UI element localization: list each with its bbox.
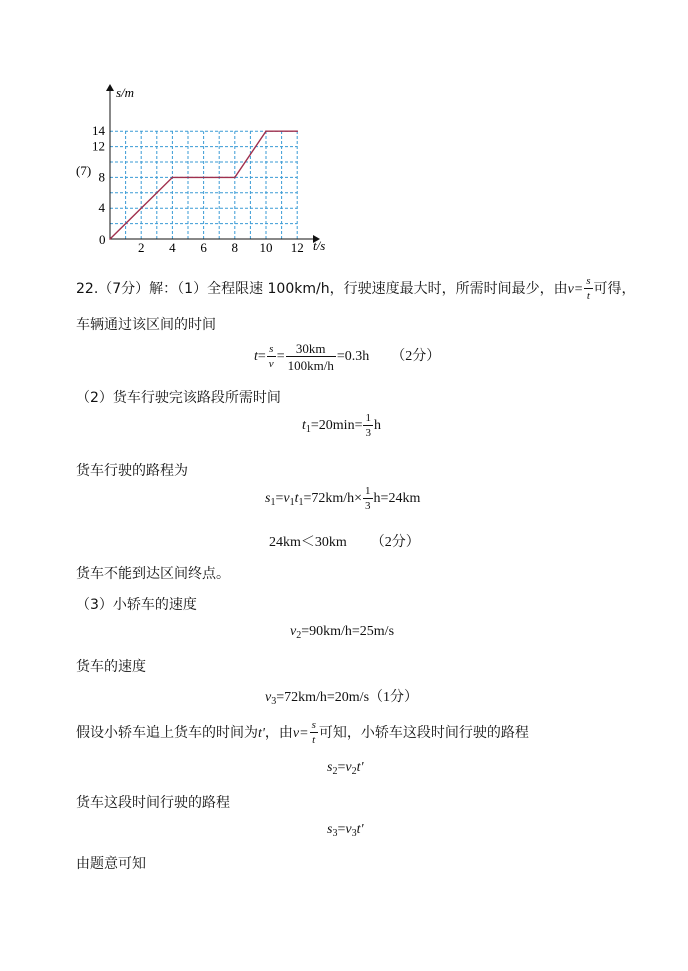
eq6-score: （1分） bbox=[369, 690, 419, 705]
p3c-v: v= bbox=[292, 726, 309, 741]
eq4 bbox=[269, 531, 420, 551]
data-point-4 bbox=[296, 130, 298, 132]
eq8-eq: = bbox=[337, 822, 346, 837]
eq1-score: （2分） bbox=[391, 349, 441, 365]
eq7-s: s bbox=[327, 760, 333, 775]
eq3-v: v bbox=[283, 491, 290, 507]
q22-head-line bbox=[76, 276, 636, 302]
q22-part3: （3）小轿车的速度 bbox=[76, 597, 197, 613]
q22-part2b: 货车行驶的路程为 bbox=[76, 463, 188, 479]
x-tick-4: 4 bbox=[169, 240, 176, 255]
head-tail: 可得， bbox=[593, 281, 636, 297]
eq3-t: t bbox=[294, 491, 299, 507]
eq2-sub: 1 bbox=[305, 424, 311, 436]
x-tick-2: 2 bbox=[137, 240, 145, 255]
p3c-t: t bbox=[312, 734, 316, 746]
eq7-sub2: 2 bbox=[351, 766, 357, 777]
eq8 bbox=[327, 822, 363, 839]
grid bbox=[110, 131, 297, 239]
x-tick-12: 12 bbox=[290, 240, 304, 255]
figure-label: (7) bbox=[76, 163, 92, 178]
eq5-sub: 2 bbox=[296, 630, 302, 641]
y-tick-12: 12 bbox=[92, 138, 105, 154]
axes bbox=[106, 84, 320, 243]
eq7-t: t' bbox=[356, 760, 364, 775]
p3c-tail: 可知，小轿车这段时间行驶的路程 bbox=[318, 725, 529, 741]
eq6-rest: =72km/h=20m/s bbox=[276, 690, 370, 705]
eq4-score: （2分） bbox=[370, 535, 420, 550]
y-tick-8: 8 bbox=[98, 169, 105, 185]
eq3-eq: = bbox=[275, 491, 284, 507]
eq5-v: v bbox=[290, 624, 297, 639]
eq5 bbox=[290, 624, 394, 641]
q22-part3c bbox=[76, 720, 529, 746]
frac-num: s bbox=[586, 275, 591, 287]
p3c-frac bbox=[310, 720, 318, 746]
y-axis-label: s/m bbox=[116, 85, 135, 100]
eq1-eq: = bbox=[257, 349, 266, 365]
eq8-sub2: 3 bbox=[351, 828, 357, 839]
q22-line2: 车辆通过该区间的时间 bbox=[76, 317, 216, 333]
eq7 bbox=[327, 760, 363, 777]
origin-label: 0 bbox=[99, 232, 106, 247]
eq3 bbox=[265, 486, 420, 512]
eq1-s: s bbox=[267, 344, 276, 357]
eq7-sub1: 2 bbox=[332, 766, 338, 777]
s-over-t-fraction bbox=[584, 276, 592, 302]
eq8-v: v bbox=[345, 822, 352, 837]
eq7-v: v bbox=[345, 760, 352, 775]
y-tick-4: 4 bbox=[98, 200, 105, 216]
eq6 bbox=[265, 686, 418, 707]
data-point-2 bbox=[234, 177, 236, 179]
eq1 bbox=[254, 342, 440, 372]
eq1-t: t bbox=[254, 349, 258, 365]
tick-labels bbox=[92, 123, 304, 255]
eq3-sub2: 1 bbox=[289, 497, 295, 509]
eq1-eq2: = bbox=[276, 349, 285, 365]
data-point-0 bbox=[109, 238, 111, 240]
eq2-mid: =20min= bbox=[310, 418, 363, 434]
eq2-den: 3 bbox=[365, 427, 371, 439]
eq1-den: 100km/h bbox=[287, 358, 334, 373]
x-tick-8: 8 bbox=[231, 240, 239, 255]
eq3-frac bbox=[363, 486, 373, 512]
eq8-sub1: 3 bbox=[332, 828, 338, 839]
eq3-s: s bbox=[265, 491, 271, 507]
eq1-result: =0.3h bbox=[336, 349, 370, 365]
p3c-s: s bbox=[311, 719, 316, 731]
eq6-v: v bbox=[265, 690, 272, 705]
eq8-t: t' bbox=[356, 822, 364, 837]
eq3-sub3: 1 bbox=[298, 497, 304, 509]
eq2 bbox=[302, 413, 381, 439]
x-tick-6: 6 bbox=[200, 240, 207, 255]
y-axis-arrow bbox=[106, 84, 114, 91]
q22-part3d: 货车这段时间行驶的路程 bbox=[76, 795, 230, 811]
data-point-1 bbox=[172, 177, 174, 179]
p3c-tp: t' bbox=[258, 726, 265, 741]
v-symbol: v= bbox=[567, 282, 584, 297]
q22-head: 22.（7分）解：（1）全程限速 100km/h，行驶速度最大时，所需时间最少，由 bbox=[76, 281, 568, 297]
p3c-head: 假设小轿车追上货车的时间为 bbox=[76, 725, 258, 741]
q22-part3b: 货车的速度 bbox=[76, 659, 146, 675]
eq3-den: 3 bbox=[365, 500, 371, 512]
eq2-t: t bbox=[302, 418, 306, 434]
eq2-unit: h bbox=[373, 418, 381, 434]
x-tick-10: 10 bbox=[259, 240, 273, 255]
eq1-frac-sv bbox=[267, 344, 276, 370]
eq1-frac-num bbox=[286, 342, 336, 372]
eq3-mid: =72km/h× bbox=[303, 491, 363, 507]
eq4-body: 24km＜30km bbox=[269, 535, 347, 550]
eq5-rest: =90km/h=25m/s bbox=[301, 624, 395, 639]
eq3-sub1: 1 bbox=[270, 497, 276, 509]
data-point-3 bbox=[265, 130, 267, 132]
eq2-frac bbox=[363, 413, 373, 439]
q22-part3e: 由题意可知 bbox=[76, 856, 146, 872]
p3c-mid: ，由 bbox=[264, 725, 293, 741]
q22-part2: （2）货车行驶完该路段所需时间 bbox=[76, 390, 281, 406]
q22-part2c: 货车不能到达区间终点。 bbox=[76, 566, 230, 582]
eq1-v: v bbox=[268, 358, 274, 370]
eq6-sub: 3 bbox=[271, 696, 277, 707]
eq2-num: 1 bbox=[365, 412, 371, 424]
eq7-eq: = bbox=[337, 760, 346, 775]
s-t-chart bbox=[0, 0, 688, 270]
eq1-num: 30km bbox=[286, 342, 336, 357]
eq8-s: s bbox=[327, 822, 333, 837]
y-tick-14: 14 bbox=[92, 123, 105, 139]
frac-den: t bbox=[586, 290, 590, 302]
x-axis-label: t/s bbox=[313, 238, 326, 253]
eq3-num: 1 bbox=[365, 485, 371, 497]
eq3-tail: h=24km bbox=[373, 491, 421, 507]
